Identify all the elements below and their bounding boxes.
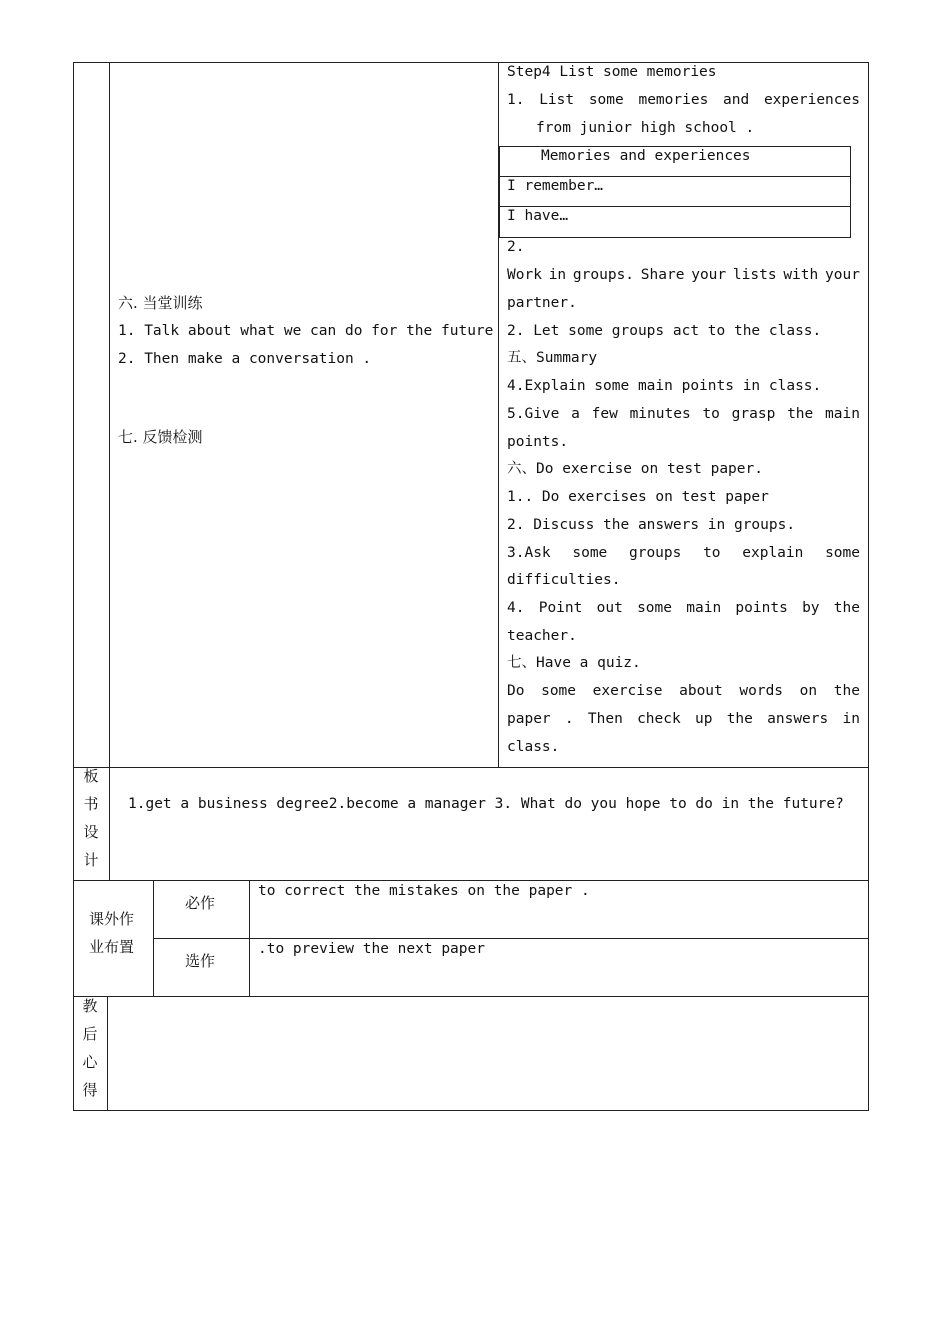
section6-item-2: 2. Then make a conversation .	[118, 351, 372, 367]
memories-table-row: I have…	[507, 208, 569, 224]
board-content: 1.get a business degree2.become a manager 3. What do you hope to do in the future?	[128, 796, 844, 812]
divider	[73, 767, 869, 768]
homework-label-line1: 课外作	[89, 910, 135, 928]
summary-item-5-line1: 5.Give a few minutes to grasp the main	[507, 406, 860, 422]
summary-title: 五、Summary	[507, 350, 598, 366]
reflection-label: 教 后 心 得	[82, 997, 98, 1099]
step4-title: Step4 List some memories	[507, 64, 717, 80]
board-label: 板 书 设 计	[83, 767, 99, 869]
homework-label-line2: 业布置	[89, 938, 135, 956]
optional-label: 选作	[185, 952, 216, 970]
exercise-item-4-line1: 4. Point out some main points by the	[507, 600, 860, 616]
quiz-title: 七、Have a quiz.	[507, 655, 641, 671]
divider	[109, 767, 110, 881]
summary-item-5-line2: points.	[507, 434, 569, 450]
step4-item1-line2: from junior high school .	[536, 120, 755, 136]
divider	[73, 996, 869, 997]
divider	[107, 996, 108, 1111]
memories-table-header: Memories and experiences	[541, 148, 751, 164]
exercise-item-2: 2. Discuss the answers in groups.	[507, 517, 796, 533]
step4-item1-line1: 1. List some memories and experiences	[507, 92, 860, 108]
exercise-item-1: 1.. Do exercises on test paper	[507, 489, 769, 505]
quiz-line3: class.	[507, 739, 560, 755]
exercise-title: 六、Do exercise on test paper.	[507, 461, 763, 477]
optional-text: .to preview the next paper	[258, 941, 485, 957]
quiz-line1: Do some exercise about words on the	[507, 683, 860, 699]
required-text: to correct the mistakes on the paper .	[258, 883, 590, 899]
item2-label: 2.	[507, 239, 525, 255]
exercise-item-4-line2: teacher.	[507, 628, 577, 644]
memories-table-row: I remember…	[507, 178, 604, 194]
summary-item-4: 4.Explain some main points in class.	[507, 378, 822, 394]
group-line1: Work in groups. Share your lists with your	[507, 267, 860, 283]
exercise-item-3-line1: 3.Ask some groups to explain some	[507, 545, 860, 561]
section6-title: 六. 当堂训练	[118, 294, 203, 312]
exercise-item-3-line2: difficulties.	[507, 572, 621, 588]
section7-title: 七. 反馈检测	[118, 428, 203, 446]
section6-item-1: 1. Talk about what we can do for the future	[118, 323, 494, 339]
quiz-line2: paper . Then check up the answers in	[507, 711, 860, 727]
act-line: 2. Let some groups act to the class.	[507, 323, 822, 339]
required-label: 必作	[185, 894, 216, 912]
divider	[109, 62, 110, 768]
group-line2: partner.	[507, 295, 577, 311]
